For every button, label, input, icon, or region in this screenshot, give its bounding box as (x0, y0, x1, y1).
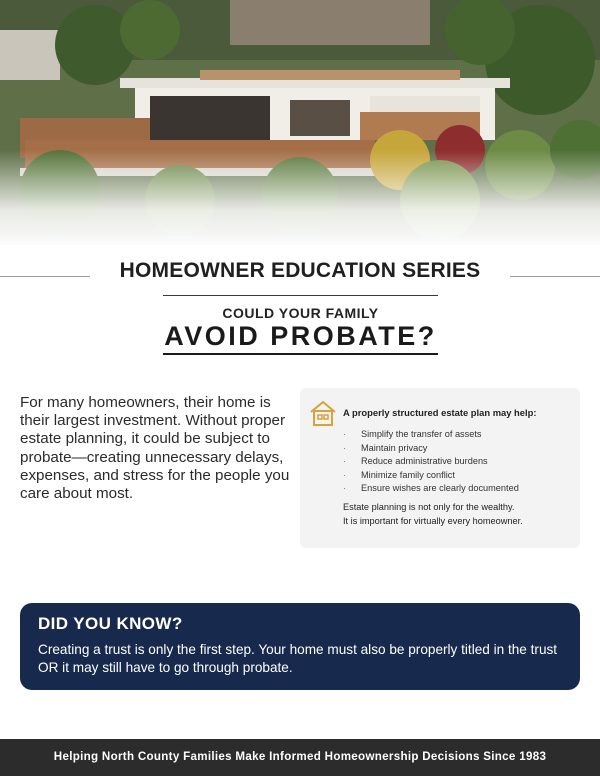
bullet-icon: · (343, 469, 347, 480)
list-item (343, 442, 519, 456)
sub-title: COULD YOUR FAMILY (222, 305, 379, 321)
list-item-text: Minimize family conflict (361, 469, 455, 480)
footer-bar (0, 739, 600, 776)
series-title: HOMEOWNER EDUCATION SERIES (90, 258, 510, 284)
estate-plan-card (300, 388, 580, 548)
footer-text: Helping North County Families Make Informed Homeownership Decisions Since 1983 (53, 750, 547, 763)
bullet-icon: · (343, 456, 347, 467)
card-heading: A properly structured estate plan may help: (343, 407, 537, 418)
did-you-know-box (20, 603, 580, 690)
main-title: AVOID PROBATE? (164, 321, 437, 351)
list-item-text: Simplify the transfer of assets (361, 429, 482, 439)
hero-fade (0, 150, 600, 245)
intro-paragraph: For many homeowners, their home is their largest investment. Without proper estate planning, it could be subject to probate—creating unnecessary delays, expenses, and stress for the people you care about most. (20, 394, 290, 503)
list-item (343, 482, 519, 496)
house-icon (308, 398, 338, 428)
did-you-know-title: DID YOU KNOW? (38, 614, 183, 633)
hero-image (0, 0, 600, 245)
list-item-text: Reduce administrative burdens (361, 456, 488, 467)
list-item-text: Maintain privacy (361, 442, 428, 453)
card-note (343, 500, 578, 528)
benefits-list (343, 428, 519, 496)
bullet-icon: · (343, 442, 347, 453)
list-item-text: Ensure wishes are clearly documented (361, 483, 519, 494)
bullet-icon: · (343, 429, 347, 439)
did-you-know-text: Creating a trust is only the first step. Your home must also be properly titled in the trust OR it may still have to go through probate. (38, 642, 558, 675)
bullet-icon: · (343, 483, 347, 494)
list-item (343, 428, 519, 442)
card-note-line: It is important for virtually every homeowner. (343, 516, 523, 526)
title-top-rule (163, 295, 438, 296)
card-note-line: Estate planning is not only for the wealthy. (343, 502, 515, 512)
title-bottom-rule (163, 353, 438, 355)
list-item (343, 455, 519, 469)
list-item (343, 469, 519, 483)
